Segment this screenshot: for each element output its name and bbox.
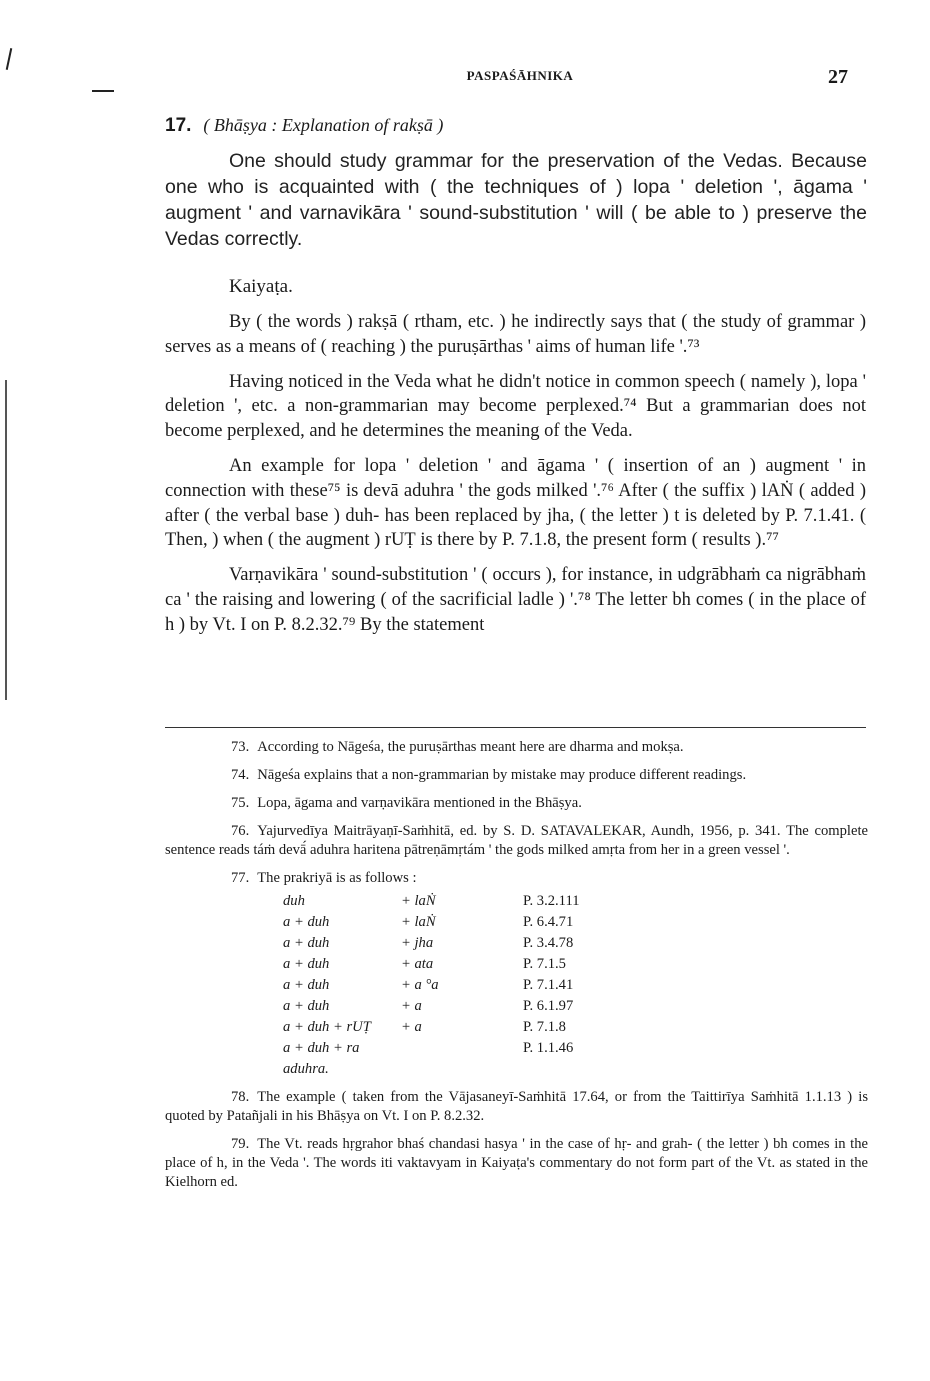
section-number: 17. [165,115,192,136]
bhashya-text: One should study grammar for the preservation of the Vedas. Because one who is acquainted with ( the techniques of ) lopa ' deletion ', āgama ' augment ' and varnavikāra ' sound-substitution ' will ( be able to ) preserve the Vedas correctly. [165,150,867,250]
footnote-78: 78. The example ( taken from the Vājasaneyī-Saṁhitā 17.64, or from the Taittirīya Saṁhitā 1.1.13 ) is quoted by Patañjali in his Bhāṣya on Vt. I on P. 8.2.32. [165,1089,868,1124]
footnote-74: 74. Nāgeśa explains that a non-grammarian by mistake may produce different readings. [231,767,747,783]
table-row: a + duh + jha P. 3.4.78 [283,935,574,951]
section-title: ( Bhāṣya : Explanation of rakṣā ) [203,115,444,135]
table-row: a + duh + ata P. 7.1.5 [283,956,566,972]
table-row: a + duh + a P. 6.1.97 [283,998,574,1014]
footnotes [165,738,868,1201]
table-row: a + duh + a °a P. 7.1.41 [283,977,574,993]
footnote-79: 79. The Vt. reads hṛgrahor bhaś chandasi hasya ' in the case of hṛ- and grah- ( the letter ) bh comes in the place of h, in the Veda '. The words iti vaktavyam in Kaiyaṭa's commentary do not form part of the Vt. as stated in the Kielhorn ed. [165,1136,868,1190]
footnote-77: 77. The prakriyā is as follows : [231,870,417,886]
page-number: 27 [828,66,848,88]
bhashya-passage [165,148,867,252]
paragraph: Varṇavikāra ' sound-substitution ' ( occurs ), for instance, in udgrābhaṁ ca nigrābhaṁ ca ' the raising and lowering ( of the sacrificial ladle ) '.⁷⁸ The letter bh comes ( in the place of h ) by Vt. I on P. 8.2.32.⁷⁹ By the statement [165,565,866,635]
running-head: PASPAŚĀHNIKA [466,68,574,83]
table-row: aduhra. [283,1061,329,1077]
scan-artifact [6,48,13,70]
kaiyata-label: Kaiyaṭa. [229,276,293,297]
table-row: a + duh + laṄ P. 6.4.71 [283,914,574,930]
footnote-76: 76. Yajurvedīya Maitrāyaṇī-Saṁhitā, ed. by S. D. SATAVALEKAR, Aundh, 1956, p. 341. The complete sentence reads táṁ devā́ aduhra haritena pātreṇāmṛtám ' the gods milked amṛta from her in a green vessel '. [165,823,868,858]
footnote-divider [165,727,866,728]
scan-artifact [92,90,114,92]
table-row: a + duh + ra P. 1.1.46 [283,1040,574,1056]
section-heading [165,115,443,137]
commentary-body [165,310,866,648]
footnote-73: 73. According to Nāgeśa, the puruṣārthas meant here are dharma and mokṣa. [231,739,684,755]
prakriya-table [165,891,580,1080]
paragraph: By ( the words ) rakṣā ( rtham, etc. ) he indirectly says that ( the study of grammar ) serves as a means of ( reaching ) the puruṣārthas ' aims of human life '.⁷³ [165,312,866,357]
table-row: duh + laṄ P. 3.2.111 [283,893,580,909]
paragraph: An example for lopa ' deletion ' and āgama ' ( insertion of an ) augment ' in connection with these⁷⁵ is devā aduhra ' the gods milked '.⁷⁶ After ( the suffix ) lAṄ ( added ) after ( the verbal base ) duh- has been replaced by jha, ( the letter ) t is deleted by P. 7.1.41. ( Then, ) when ( the augment ) rUṬ is there by P. 7.1.8, the present form ( results ).⁷⁷ [165,455,866,551]
table-row: a + duh + rUṬ + a P. 7.1.8 [283,1019,566,1035]
scan-artifact [5,380,7,700]
footnote-75: 75. Lopa, āgama and varṇavikāra mentioned in the Bhāṣya. [231,795,582,811]
paragraph: Having noticed in the Veda what he didn't notice in common speech ( namely ), lopa ' deletion ', etc. a non-grammarian may become perplexed.⁷⁴ But a grammarian does not become perplexed, and he determines the meaning of the Veda. [165,371,866,442]
